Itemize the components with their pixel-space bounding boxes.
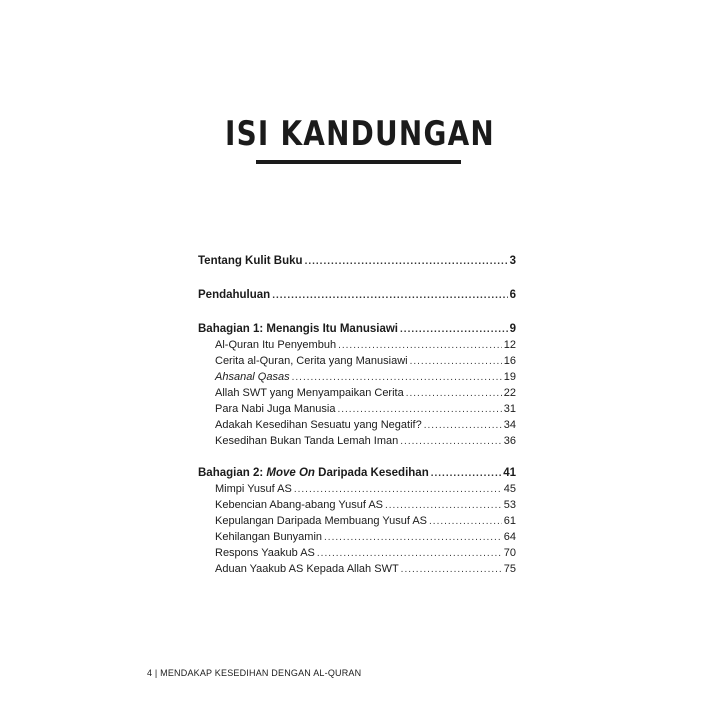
toc-entry[interactable] <box>198 513 516 529</box>
toc-entry[interactable] <box>198 417 516 433</box>
toc-entry[interactable] <box>198 321 516 337</box>
leader-dots <box>410 354 502 370</box>
toc-entry-page: 6 <box>509 289 516 301</box>
leader-dots <box>400 434 501 450</box>
leader-dots <box>401 562 502 578</box>
toc-entry-label: Bahagian 1: Menangis Itu Manusiawi <box>198 323 399 335</box>
toc-entry-page: 75 <box>503 563 516 575</box>
toc-entry-label: Para Nabi Juga Manusia <box>215 403 336 415</box>
toc-entry-label: Mimpi Yusuf AS <box>215 483 292 495</box>
toc-entry-page: 3 <box>509 255 516 267</box>
toc-entry-label: Kebencian Abang-abang Yusuf AS <box>215 499 383 511</box>
toc-entry[interactable] <box>198 481 516 497</box>
spacer <box>198 303 516 321</box>
toc-entry[interactable] <box>198 465 516 481</box>
toc-entry-page: 61 <box>503 515 516 527</box>
page-footer: 4 | MENDAKAP KESEDIHAN DENGAN AL-QURAN <box>147 668 362 678</box>
leader-dots <box>431 466 501 482</box>
leader-dots <box>429 514 502 530</box>
toc-entry-page: 12 <box>503 339 516 351</box>
page-title: ISI KANDUNGAN <box>225 114 495 154</box>
spacer <box>198 449 516 465</box>
leader-dots <box>338 338 502 354</box>
leader-dots <box>272 288 507 304</box>
toc-entry-page: 36 <box>503 435 516 447</box>
toc-entry[interactable] <box>198 337 516 353</box>
leader-dots <box>424 418 502 434</box>
toc-entry-page: 64 <box>503 531 516 543</box>
label-emphasis: Move On <box>266 467 315 479</box>
table-of-contents <box>198 253 516 577</box>
toc-entry-page: 53 <box>503 499 516 511</box>
toc-entry[interactable] <box>198 385 516 401</box>
toc-entry[interactable] <box>198 497 516 513</box>
toc-entry-page: 9 <box>509 323 516 335</box>
toc-entry-label: Respons Yaakub AS <box>215 547 315 559</box>
toc-entry-label <box>198 465 429 481</box>
toc-entry[interactable] <box>198 369 516 385</box>
toc-entry-page: 16 <box>503 355 516 367</box>
toc-entry[interactable] <box>198 561 516 577</box>
toc-entry[interactable] <box>198 353 516 369</box>
toc-entry[interactable] <box>198 529 516 545</box>
leader-dots <box>385 498 502 514</box>
toc-entry-label: Cerita al-Quran, Cerita yang Manusiawi <box>215 355 408 367</box>
leader-dots <box>324 530 502 546</box>
toc-entry[interactable] <box>198 433 516 449</box>
label-prefix: Bahagian 2: <box>198 467 267 479</box>
toc-entry[interactable] <box>198 287 516 303</box>
toc-entry-page: 34 <box>503 419 516 431</box>
title-underline <box>256 160 461 164</box>
label-suffix: Daripada Kesedihan <box>314 467 429 479</box>
toc-entry-page: 31 <box>503 403 516 415</box>
toc-entry-label: Adakah Kesedihan Sesuatu yang Negatif? <box>215 419 422 431</box>
toc-entry-label: Allah SWT yang Menyampaikan Cerita <box>215 387 404 399</box>
toc-entry-page: 19 <box>503 371 516 383</box>
spacer <box>198 269 516 287</box>
leader-dots <box>400 322 508 338</box>
toc-entry-page: 22 <box>503 387 516 399</box>
toc-entry-label: Kehilangan Bunyamin <box>215 531 323 543</box>
toc-entry[interactable] <box>198 253 516 269</box>
toc-entry-label: Kesedihan Bukan Tanda Lemah Iman <box>215 435 399 447</box>
toc-entry-label: Pendahuluan <box>198 289 271 301</box>
leader-dots <box>406 386 502 402</box>
toc-entry-label: Al-Quran Itu Penyembuh <box>215 339 337 351</box>
leader-dots <box>292 370 502 386</box>
leader-dots <box>305 254 508 270</box>
toc-entry-label: Kepulangan Daripada Membuang Yusuf AS <box>215 515 428 527</box>
leader-dots <box>337 402 501 418</box>
toc-entry[interactable] <box>198 401 516 417</box>
toc-entry[interactable] <box>198 545 516 561</box>
toc-entry-label: Ahsanal Qasas <box>215 371 290 383</box>
leader-dots <box>294 482 502 498</box>
toc-entry-page: 41 <box>503 467 516 479</box>
toc-entry-label: Tentang Kulit Buku <box>198 255 303 267</box>
toc-entry-page: 45 <box>503 483 516 495</box>
toc-entry-label: Aduan Yaakub AS Kepada Allah SWT <box>215 563 399 575</box>
leader-dots <box>317 546 502 562</box>
toc-entry-page: 70 <box>503 547 516 559</box>
